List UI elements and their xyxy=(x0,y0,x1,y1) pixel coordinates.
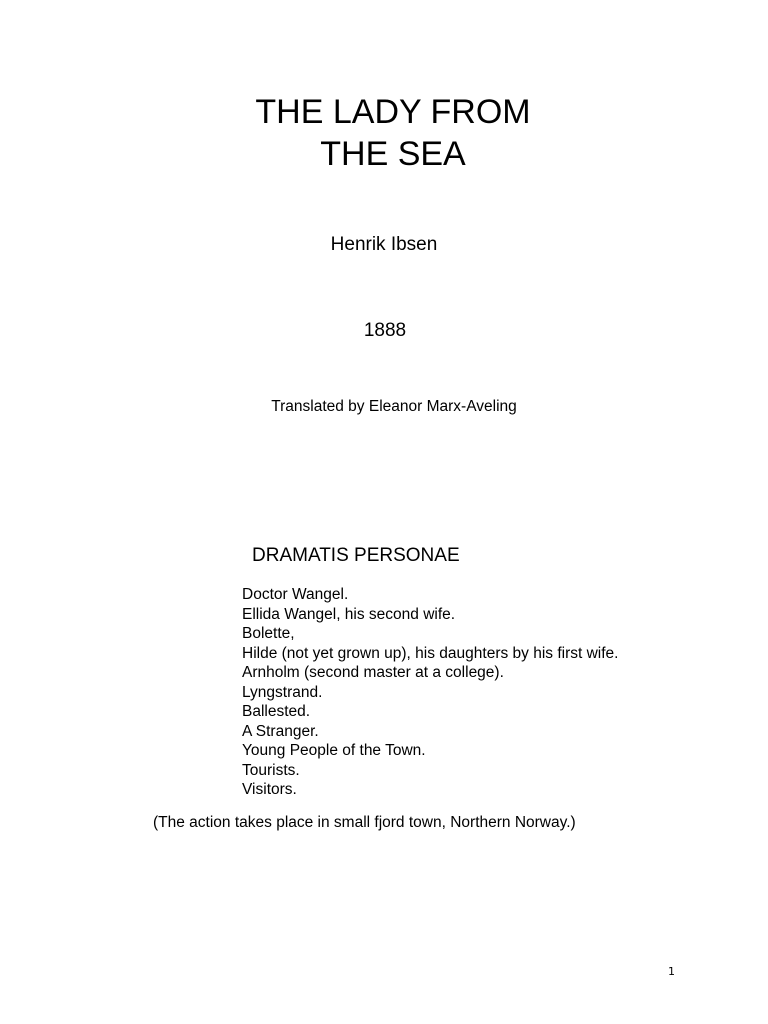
character-item: Ellida Wangel, his second wife. xyxy=(242,605,456,623)
character-item: Bolette, xyxy=(242,625,295,642)
character-list xyxy=(242,585,618,800)
character-item: Visitors. xyxy=(242,781,297,798)
dramatis-personae-heading: DRAMATIS PERSONAE xyxy=(252,545,460,566)
title-line-2: THE SEA xyxy=(320,135,466,173)
character-item: Tourists. xyxy=(242,761,300,779)
character-item: Ballested. xyxy=(242,703,311,720)
page-number: 1 xyxy=(668,965,675,978)
character-item: Lyngstrand. xyxy=(242,683,323,701)
character-item: Doctor Wangel. xyxy=(242,586,349,603)
setting-note: (The action takes place in small fjord town, Northern Norway.) xyxy=(153,814,576,831)
publication-year: 1888 xyxy=(363,320,407,341)
translator-credit: Translated by Eleanor Marx-Aveling xyxy=(271,398,517,415)
character-item: A Stranger. xyxy=(242,722,319,740)
title-line-1: THE LADY FROM xyxy=(255,93,531,131)
character-item: Young People of the Town. xyxy=(242,742,426,759)
character-item: Hilde (not yet grown up), his daughters by his first wife. xyxy=(242,644,619,662)
author: Henrik Ibsen xyxy=(330,234,438,255)
character-item: Arnholm (second master at a college). xyxy=(242,664,504,681)
